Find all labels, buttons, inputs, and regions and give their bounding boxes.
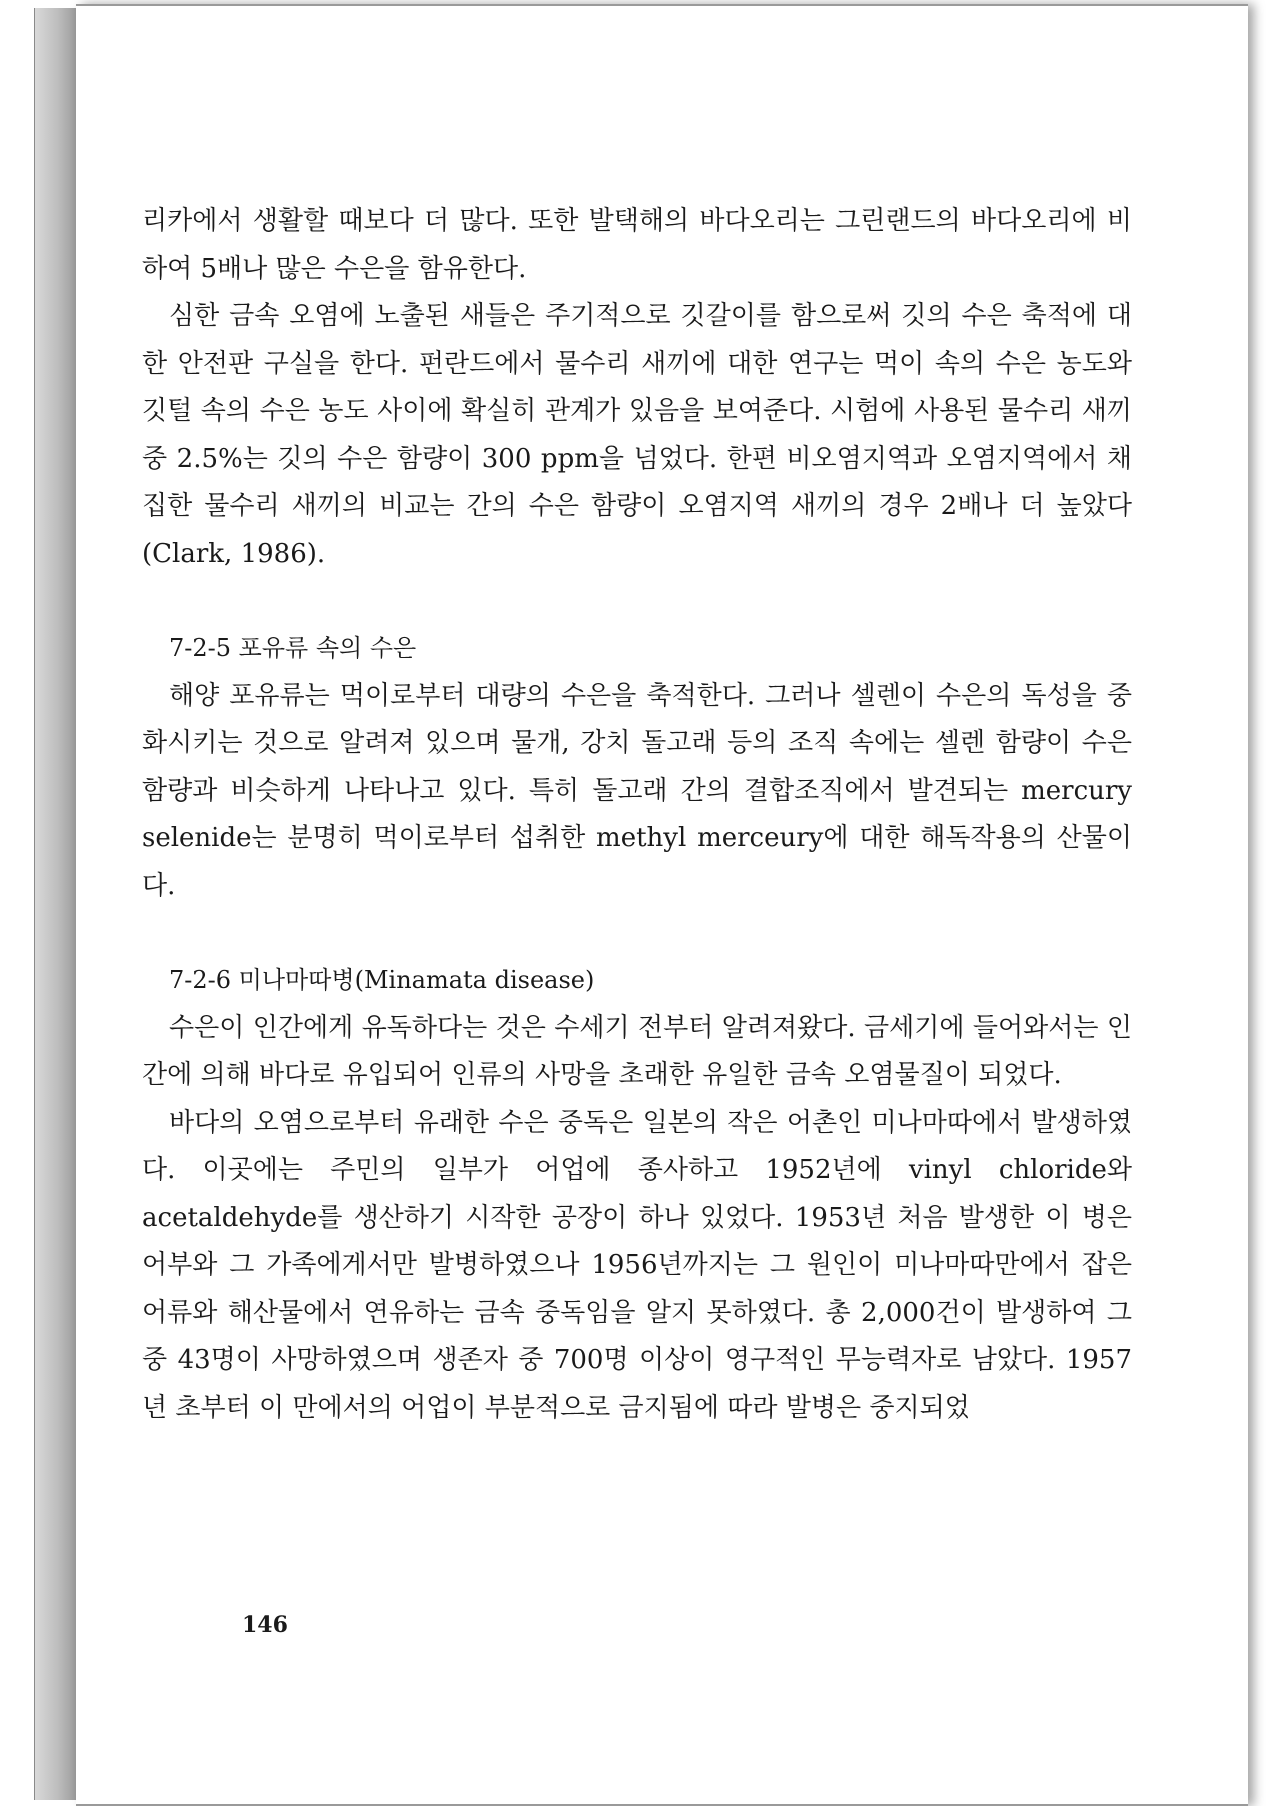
section-gap — [142, 578, 1132, 625]
section-gap — [142, 910, 1132, 957]
book-spine-edge — [34, 8, 77, 1800]
page-number: 146 — [242, 1612, 288, 1638]
paragraph-mercury-toxicity: 수은이 인간에게 유독하다는 것은 수세기 전부터 알려져왔다. 금세기에 들어와서는 인간에 의해 바다로 유입되어 인류의 사망을 초래한 유일한 금속 오염물질이 되었다. — [142, 1012, 1132, 1090]
page-content — [142, 198, 1132, 1432]
section-heading-7-2-6: 7-2-6 미나마따병(Minamata disease) — [169, 966, 595, 994]
paragraph-molting: 심한 금속 오염에 노출된 새들은 주기적으로 깃갈이를 함으로써 깃의 수은 축적에 대한 안전판 구실을 한다. 펀란드에서 물수리 새끼에 대한 연구는 먹이 속의 수은 농도와 깃털 속의 수은 농도 사이에 확실히 관계가 있음을 보여준다. 시험에 사용된 물수리 새끼 중 2.5%는 깃의 수은 함량이 300 ppm을 넘었다. 한편 비오염지역과 오염지역에서 채집한 물수리 새끼의 비교는 간의 수은 함량이 오염지역 새끼의 경우 2배나 더 높았다(Clark, 1986). — [142, 301, 1132, 569]
section-heading-7-2-5: 7-2-5 포유류 속의 수은 — [169, 634, 417, 662]
paragraph-marine-mammals: 해양 포유류는 먹이로부터 대량의 수은을 축적한다. 그러나 셀렌이 수은의 독성을 중화시키는 것으로 알려져 있으며 물개, 강치 돌고래 등의 조직 속에는 셀렌 함량이 수은 함량과 비슷하게 나타나고 있다. 특히 돌고래 간의 결합조직에서 발견되는 mercury selenide는 분명히 먹이로부터 섭취한 methyl merceury에 대한 해독작용의 산물이다. — [142, 680, 1132, 901]
paragraph-intro: 리카에서 생활할 때보다 더 많다. 또한 발택해의 바다오리는 그린랜드의 바다오리에 비하여 5배나 많은 수은을 함유한다. — [142, 206, 1132, 284]
paragraph-minamata-history: 바다의 오염으로부터 유래한 수은 중독은 일본의 작은 어촌인 미나마따에서 발생하였다. 이곳에는 주민의 일부가 어업에 종사하고 1952년에 vinyl chloride와 acetaldehyde를 생산하기 시작한 공장이 하나 있었다. 1953년 처음 발생한 이 병은 어부와 그 가족에게서만 발병하였으나 1956년까지는 그 원인이 미나마따만에서 잡은 어류와 해산물에서 연유하는 금속 중독임을 알지 못하였다. 총 2,000건이 발생하여 그중 43명이 사망하였으며 생존자 중 700명 이상이 영구적인 무능력자로 남았다. 1957년 초부터 이 만에서의 어업이 부분적으로 금지됨에 따라 발병은 중지되었 — [142, 1107, 1132, 1423]
